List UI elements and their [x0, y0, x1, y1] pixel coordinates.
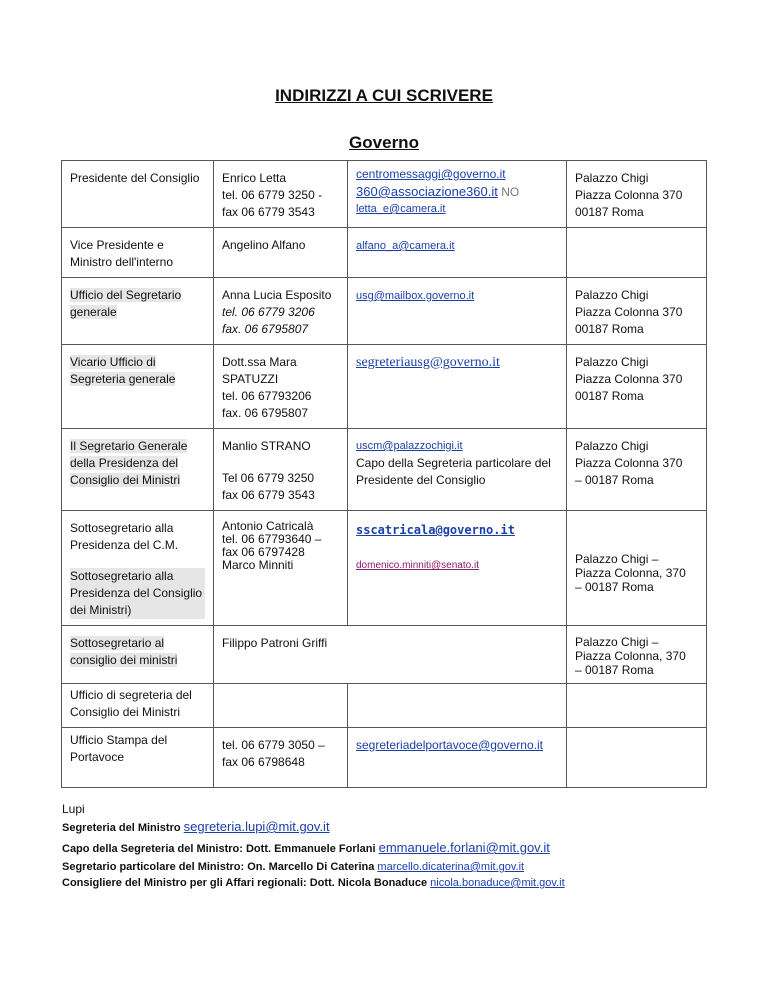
footer-label: Consigliere del Ministro per gli Affari regionali: Dott. Nicola Bonaduce	[62, 877, 428, 889]
table-row	[62, 278, 707, 345]
role-label: Ufficio del Segretario generale	[70, 288, 182, 319]
address-cell	[567, 429, 707, 511]
name-cell	[214, 161, 348, 228]
email-cell	[348, 228, 567, 278]
email-link[interactable]: segreteriadelportavoce@governo.it	[356, 738, 543, 752]
email-link[interactable]: letta_e@camera.it	[356, 203, 446, 215]
role-label: Sottosegretario alla Presidenza del Consiglio dei Ministri)	[70, 568, 205, 619]
name-line: tel. 06 67793206	[222, 389, 312, 403]
table-row	[62, 345, 707, 429]
address-line: 00187 Roma	[575, 205, 644, 219]
address-cell	[567, 511, 707, 626]
address-line: Palazzo Chigi	[575, 171, 649, 185]
email-link[interactable]: usg@mailbox.governo.it	[356, 290, 475, 302]
table-row	[62, 728, 707, 788]
address-line: – 00187 Roma	[575, 663, 654, 677]
address-line: Piazza Colonna 370	[575, 456, 683, 470]
role-label: Ufficio di segreteria del Consiglio dei Ministri	[70, 688, 192, 719]
address-line: 00187 Roma	[575, 389, 644, 403]
role-label: Sottosegretario alla Presidenza del C.M.	[70, 521, 179, 552]
footer-contacts	[62, 800, 762, 892]
address-cell	[567, 626, 707, 684]
name-line: Dott.ssa Mara	[222, 355, 297, 369]
name-line: tel. 06 6779 3250 -	[222, 188, 323, 202]
role-cell	[62, 345, 214, 429]
address-cell	[567, 728, 707, 788]
section-title: Governo	[349, 133, 419, 152]
role-label: Ufficio Stampa del Portavoce	[70, 733, 168, 764]
email-cell	[348, 345, 567, 429]
address-cell	[567, 161, 707, 228]
role-cell	[62, 626, 214, 684]
email-link[interactable]: segreteriausg@governo.it	[356, 355, 500, 370]
address-cell	[567, 345, 707, 429]
address-line: – 00187 Roma	[575, 580, 654, 594]
name-line: fax 06 6798648	[222, 755, 305, 769]
address-line: Piazza Colonna 370	[575, 188, 683, 202]
email-link[interactable]: 360@associazione360.it	[356, 184, 498, 199]
role-label: Sottosegretario al consiglio dei ministri	[70, 636, 178, 667]
footer-label: Segreteria del Ministro	[62, 822, 181, 834]
name-cell	[214, 728, 348, 788]
table-row	[62, 626, 707, 684]
name-line: fax. 06 6795807	[222, 406, 309, 420]
address-line: Piazza Colonna 370	[575, 372, 683, 386]
role-label: Vice Presidente e Ministro dell'interno	[70, 238, 174, 269]
address-line: Piazza Colonna, 370	[575, 566, 686, 580]
address-cell	[567, 684, 707, 728]
address-cell	[567, 228, 707, 278]
role-cell	[62, 228, 214, 278]
name-line: fax 06 6797428	[222, 545, 305, 559]
email-note: NO	[501, 185, 520, 199]
role-label: Il Segretario Generale della Presidenza del Consiglio dei Ministri	[70, 439, 188, 487]
table-row	[62, 228, 707, 278]
name-line: fax 06 6779 3543	[222, 205, 315, 219]
name-line: tel. 06 6779 3050 –	[222, 738, 325, 752]
name-line: SPATUZZI	[222, 372, 279, 386]
role-cell	[62, 278, 214, 345]
name-line: Angelino Alfano	[222, 238, 306, 252]
address-line: Piazza Colonna 370	[575, 305, 683, 319]
table-row	[62, 684, 707, 728]
email-link[interactable]: sscatricala@governo.it	[356, 523, 515, 537]
name-cell	[214, 684, 348, 728]
address-line: 00187 Roma	[575, 322, 644, 336]
address-line: Piazza Colonna, 370	[575, 649, 686, 663]
address-line: Palazzo Chigi	[575, 439, 649, 453]
table-row	[62, 511, 707, 626]
name-line: Filippo Patroni Griffi	[222, 636, 328, 650]
address-line: Palazzo Chigi –	[575, 635, 659, 649]
address-line: Palazzo Chigi	[575, 288, 649, 302]
footer-label: Capo della Segreteria del Ministro: Dott. Emmanuele Forlani	[62, 843, 376, 855]
email-link[interactable]: domenico.minniti@senato.it	[356, 560, 479, 571]
name-cell	[214, 278, 348, 345]
email-cell	[348, 429, 567, 511]
name-line: Enrico Letta	[222, 171, 287, 185]
address-line: – 00187 Roma	[575, 473, 654, 487]
name-line: Manlio STRANO	[222, 439, 311, 453]
name-line: Marco Minniti	[222, 558, 294, 572]
email-extra: Capo della Segreteria particolare del Presidente del Consiglio	[356, 456, 551, 487]
address-cell	[567, 278, 707, 345]
name-cell	[214, 429, 348, 511]
footer-email-link[interactable]: nicola.bonaduce@mit.gov.it	[430, 877, 565, 889]
footer-email-link[interactable]: emmanuele.forlani@mit.gov.it	[378, 840, 550, 855]
table-row	[62, 161, 707, 228]
name-cell	[214, 345, 348, 429]
role-label: Presidente del Consiglio	[70, 171, 200, 185]
name-cell	[214, 626, 567, 684]
email-cell	[348, 684, 567, 728]
role-cell	[62, 728, 214, 788]
document-title: INDIRIZZI A CUI SCRIVERE	[275, 86, 493, 105]
footer-heading: Lupi	[62, 802, 85, 816]
name-line: fax. 06 6795807	[222, 322, 309, 336]
role-cell	[62, 161, 214, 228]
name-line: Antonio Catricalà	[222, 519, 314, 533]
footer-label: Segretario particolare del Ministro: On. Marcello Di Caterina	[62, 861, 375, 873]
name-line: fax 06 6779 3543	[222, 488, 315, 502]
address-line: Palazzo Chigi –	[575, 552, 659, 566]
name-line: Anna Lucia Esposito	[222, 288, 332, 302]
contacts-table	[61, 160, 707, 788]
name-line: tel. 06 67793640 –	[222, 532, 322, 546]
table-row	[62, 429, 707, 511]
email-cell	[348, 161, 567, 228]
footer-email-link[interactable]: segreteria.lupi@mit.gov.it	[183, 819, 330, 834]
email-link[interactable]: uscm@palazzochigi.it	[356, 440, 463, 452]
email-link[interactable]: centromessaggi@governo.it	[356, 167, 506, 181]
email-cell	[348, 511, 567, 626]
role-label: Vicario Ufficio di Segreteria generale	[70, 355, 176, 386]
email-link[interactable]: alfano_a@camera.it	[356, 240, 455, 252]
role-cell	[62, 684, 214, 728]
email-cell	[348, 278, 567, 345]
role-cell	[62, 429, 214, 511]
footer-email-link[interactable]: marcello.dicaterina@mit.gov.it	[377, 861, 525, 873]
role-cell	[62, 511, 214, 626]
email-cell	[348, 728, 567, 788]
name-line: Tel 06 6779 3250	[222, 471, 315, 485]
name-line: tel. 06 6779 3206	[222, 305, 315, 319]
address-line: Palazzo Chigi	[575, 355, 649, 369]
name-cell	[214, 228, 348, 278]
name-cell	[214, 511, 348, 626]
